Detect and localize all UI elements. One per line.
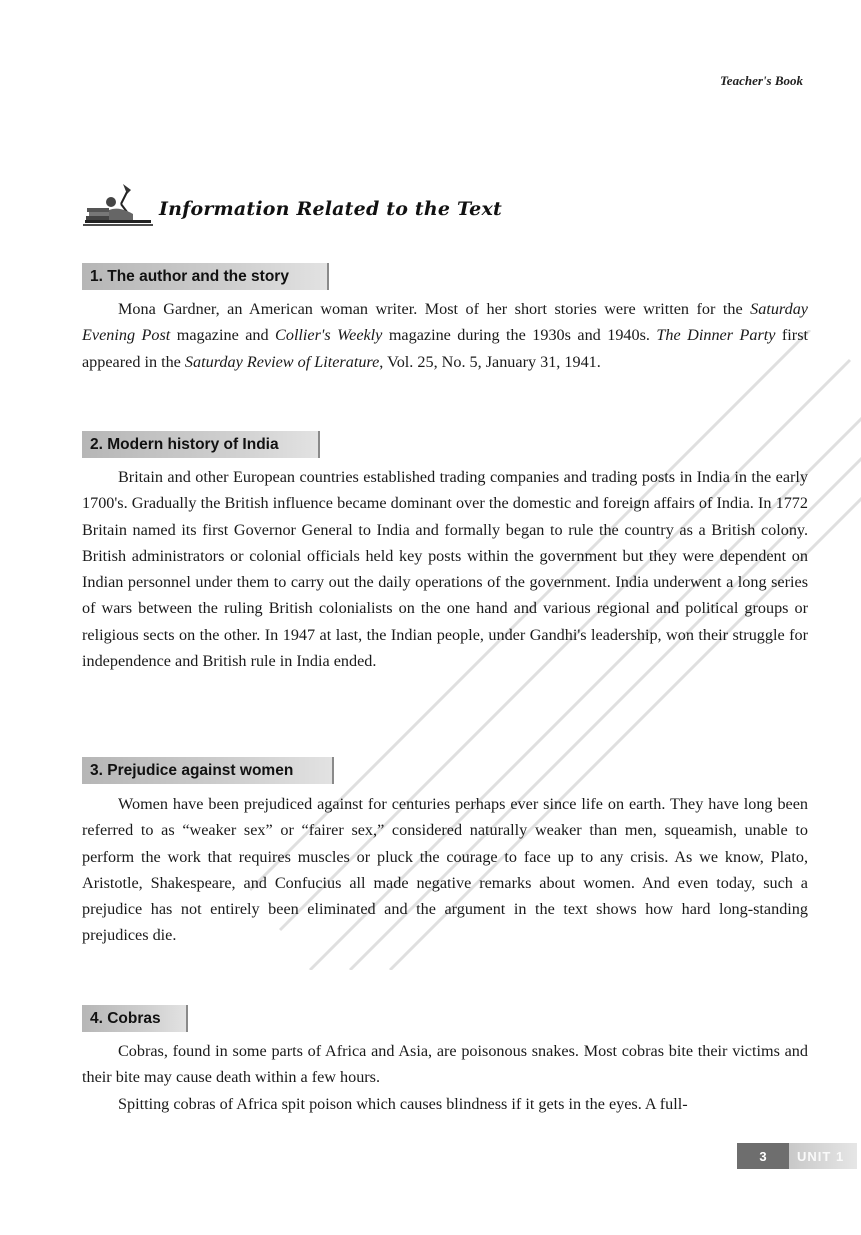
unit-label: UNIT 1	[789, 1143, 857, 1169]
paragraph-prejudice: Women have been prejudiced against for centuries perhaps ever since life on earth. They have long been referred to as “weaker sex” or “fairer sex,” considered naturally weaker than men, squeamish, unable to perform the work that requires muscles or pluck the courage to face up to any crisis. As we know, Plato, Aristotle, Shakespeare, and Confucius all made negative remarks about women. And even today, such a prejudice has not entirely been eliminated and the argument in the text shows how hard long-standing prejudices die.	[82, 795, 808, 945]
section-title: Information Related to the Text	[159, 198, 502, 220]
running-head: Teacher's Book	[720, 73, 803, 88]
page-folio	[737, 1143, 857, 1169]
paragraph-history: Britain and other European countries established trading companies and trading posts in India in the early 1700's. Gradually the British influence became dominant over the domestic and foreign affairs of India. In 1772 Britain named its first Governor General to India and formally began to rule the country as a British colony. British administrators or colonial officials held key posts within the government but they were dependent on Indian personnel under them to carry out the daily operations of the government. India underwent a long series of wars between the ruling British colonialists on the one hand and various regional and political groups or religious sects on the other. In 1947 at last, the Indian people, under Gandhi's leadership, won their struggle for independence and British rule in India ended.	[82, 468, 808, 671]
reading-desk-icon	[83, 180, 153, 226]
subheading-prejudice-against-women: 3. Prejudice against women	[82, 757, 334, 784]
paragraph-author: Mona Gardner, an American woman writer. Most of her short stories were written for the Saturday Evening Post magazine and Collier's Weekly magazine during the 1930s and 1940s. The Dinner Party first appeared in the Saturday Review of Literature, Vol. 25, No. 5, January 31, 1941.	[82, 300, 808, 371]
page-number: 3	[737, 1143, 789, 1169]
subheading-author-and-story: 1. The author and the story	[82, 263, 329, 290]
subheading-modern-history-india: 2. Modern history of India	[82, 431, 320, 458]
subheading-cobras: 4. Cobras	[82, 1005, 188, 1032]
paragraph-spitting-cobras: Spitting cobras of Africa spit poison which causes blindness if it gets in the eyes. A full-	[118, 1095, 688, 1113]
section-header	[83, 178, 502, 226]
paragraph-cobras: Cobras, found in some parts of Africa and Asia, are poisonous snakes. Most cobras bite their victims and their bite may cause death within a few hours.	[82, 1042, 808, 1087]
